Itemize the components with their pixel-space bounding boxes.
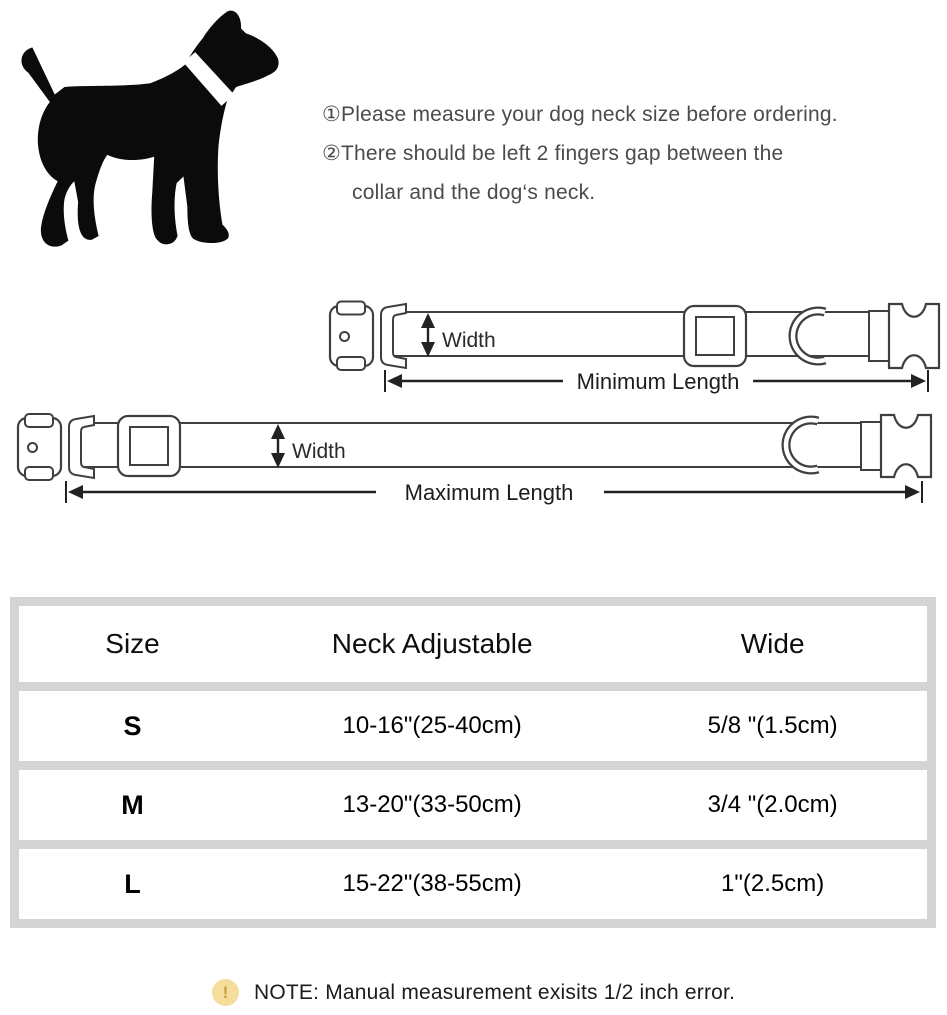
- note-text: NOTE: Manual measurement exisits 1/2 inch error.: [254, 980, 736, 1004]
- table-row-s: [19, 691, 927, 761]
- dog-body-shape: [21, 11, 278, 247]
- slider-icon: [118, 416, 180, 476]
- instruction-line-2: ②There should be left 2 fingers gap between the: [322, 142, 784, 165]
- clasp-icon: [861, 415, 931, 477]
- collar-strap: [71, 423, 889, 467]
- neck-value: 15-22"(38-55cm): [342, 870, 522, 897]
- collar-diagram-minimum: [328, 300, 943, 408]
- header-neck-adjustable: Neck Adjustable: [331, 628, 533, 659]
- wide-value: 5/8 "(1.5cm): [707, 712, 838, 739]
- size-value: S: [123, 710, 142, 741]
- table-row-m: [19, 770, 927, 840]
- size-value: L: [124, 868, 141, 899]
- table-row-l: [19, 849, 927, 919]
- maximum-length-label: Maximum Length: [404, 480, 574, 505]
- note: [212, 979, 735, 1006]
- size-table: [10, 597, 936, 928]
- minimum-length-label: Minimum Length: [576, 369, 740, 394]
- exclamation-icon: !: [212, 979, 239, 1006]
- wide-value: 1"(2.5cm): [721, 870, 825, 897]
- width-label-min: Width: [442, 329, 496, 352]
- clasp-icon: [869, 304, 939, 368]
- table-header-row: [19, 606, 927, 682]
- width-label-max: Width: [292, 440, 346, 463]
- collar-diagram-maximum: [16, 413, 946, 515]
- wide-value: 3/4 "(2.0cm): [707, 791, 838, 818]
- instruction-line-3: collar and the dog‘s neck.: [352, 181, 596, 204]
- dog-silhouette-graphic: [6, 4, 318, 268]
- minimum-length-dimension: [385, 369, 928, 394]
- neck-value: 10-16"(25-40cm): [342, 712, 522, 739]
- header-wide: Wide: [740, 628, 805, 659]
- header-size: Size: [105, 628, 160, 659]
- neck-value: 13-20"(33-50cm): [342, 791, 522, 818]
- instruction-line-1: ①Please measure your dog neck size before ordering.: [322, 103, 838, 126]
- slider-icon: [684, 306, 746, 366]
- maximum-length-dimension: [66, 480, 922, 505]
- measuring-instructions: [322, 100, 942, 208]
- size-value: M: [121, 789, 144, 820]
